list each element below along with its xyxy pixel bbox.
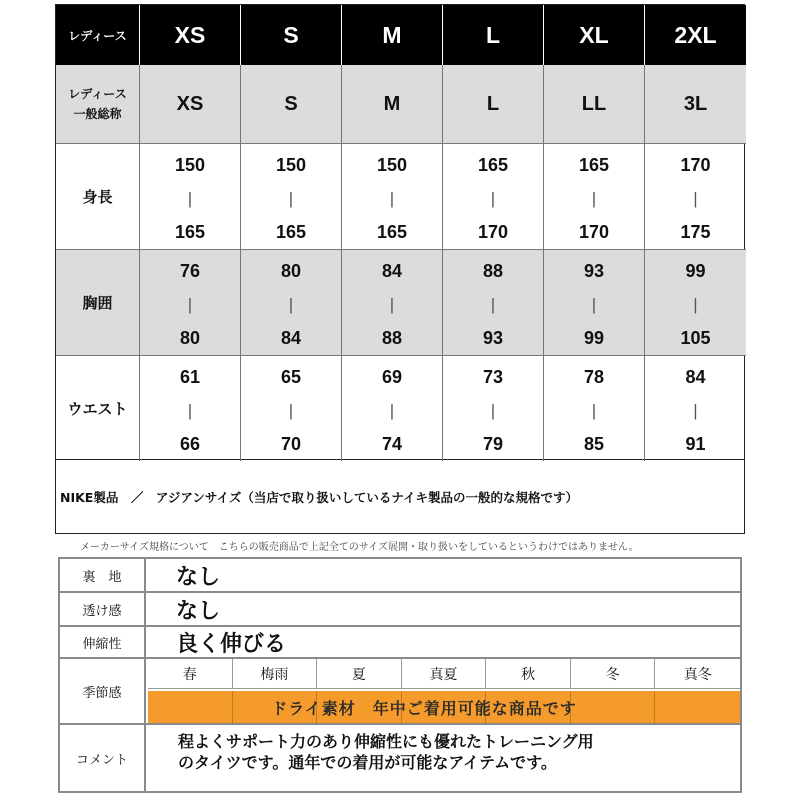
size-header-l: L	[443, 5, 544, 65]
size-note-box	[55, 460, 745, 534]
general-size-cell: LL	[544, 65, 645, 144]
range-max: 66	[179, 434, 201, 454]
range-separator: |	[288, 294, 294, 314]
range-max: 165	[275, 222, 307, 242]
range-min: 150	[174, 155, 206, 175]
season-summer: 夏	[317, 659, 402, 689]
height-cell	[645, 144, 746, 250]
season-midwinter: 真冬	[655, 659, 740, 689]
size-note-text: NIKE製品 ／ アジアンサイズ（当店で取り扱いしているナイキ製品の一般的な規格です）	[60, 490, 578, 505]
range-min: 65	[280, 367, 302, 387]
season-grid	[148, 659, 740, 689]
chest-cell	[645, 250, 746, 356]
chest-cell	[140, 250, 241, 356]
spec-row-stretch	[60, 627, 740, 659]
waist-cell	[544, 356, 645, 461]
general-size-cell: L	[443, 65, 544, 144]
height-cell	[544, 144, 645, 250]
waist-cell	[645, 356, 746, 461]
season-bar-segment	[655, 691, 740, 723]
product-spec-table	[58, 557, 742, 793]
height-cell	[342, 144, 443, 250]
waist-cell	[443, 356, 544, 461]
range-separator: |	[591, 294, 597, 314]
range-separator: |	[490, 400, 496, 420]
season-rainy: 梅雨	[233, 659, 318, 689]
range-separator: |	[591, 188, 597, 208]
stretch-label: 伸縮性	[60, 627, 146, 657]
size-header-xs: XS	[140, 5, 241, 65]
height-label: 身長	[56, 144, 140, 250]
height-cell	[241, 144, 342, 250]
comment-line: のタイツです。通年での着用が可能なアイテムです。	[178, 753, 557, 772]
range-separator: |	[389, 400, 395, 420]
spec-row-lining	[60, 559, 740, 593]
range-max: 84	[280, 328, 302, 348]
range-max: 93	[482, 328, 504, 348]
height-cell	[443, 144, 544, 250]
range-separator: |	[187, 188, 193, 208]
range-separator: |	[288, 400, 294, 420]
range-max: 105	[680, 328, 711, 348]
lining-value: なし	[176, 564, 221, 590]
season-label: 季節感	[60, 659, 146, 723]
comment-line: 程よくサポート力のあり伸縮性にも優れたトレーニング用	[178, 732, 594, 751]
range-max: 175	[680, 222, 711, 242]
season-bar-segment	[571, 691, 656, 723]
range-min: 165	[477, 155, 509, 175]
range-separator: |	[591, 400, 597, 420]
maker-size-disclaimer: メーカーサイズ規格について こちらの販売商品で上記全てのサイズ展開・取り扱いをしているというわけではありません。	[80, 542, 639, 553]
season-range-bar	[148, 691, 740, 723]
range-min: 99	[685, 261, 706, 281]
chest-cell	[443, 250, 544, 356]
waist-cell	[342, 356, 443, 461]
spec-row-comment	[60, 725, 740, 791]
range-max: 85	[583, 434, 605, 454]
range-separator: |	[288, 188, 294, 208]
range-max: 70	[280, 434, 302, 454]
waist-cell	[241, 356, 342, 461]
range-separator: |	[389, 188, 395, 208]
range-max: 74	[381, 434, 403, 454]
range-max: 79	[482, 434, 504, 454]
general-size-label	[56, 65, 140, 144]
range-min: 84	[381, 261, 403, 281]
sheer-value: なし	[176, 598, 221, 624]
sheer-label: 透け感	[60, 593, 146, 625]
season-bar-segment	[148, 691, 233, 723]
general-size-label-line1: レディース	[68, 87, 127, 101]
size-header-2xl: 2XL	[645, 5, 746, 65]
range-separator: |	[693, 400, 698, 420]
season-midsummer: 真夏	[402, 659, 487, 689]
chest-cell	[241, 250, 342, 356]
range-separator: |	[187, 294, 193, 314]
range-max: 88	[381, 328, 403, 348]
general-size-cell: 3L	[645, 65, 746, 144]
height-cell	[140, 144, 241, 250]
general-size-cell: M	[342, 65, 443, 144]
size-header-label: レディース	[56, 5, 140, 65]
range-max: 170	[578, 222, 610, 242]
waist-cell	[140, 356, 241, 461]
range-separator: |	[693, 294, 698, 314]
range-min: 76	[179, 261, 201, 281]
range-min: 73	[482, 367, 504, 387]
size-chart-table	[55, 4, 745, 460]
range-max: 165	[376, 222, 408, 242]
chest-cell	[544, 250, 645, 356]
range-max: 165	[174, 222, 206, 242]
range-separator: |	[389, 294, 395, 314]
range-min: 80	[280, 261, 302, 281]
chest-cell	[342, 250, 443, 356]
range-max: 80	[179, 328, 201, 348]
range-min: 150	[275, 155, 307, 175]
range-min: 165	[578, 155, 610, 175]
range-max: 170	[477, 222, 509, 242]
range-separator: |	[187, 400, 193, 420]
spec-row-season	[60, 659, 740, 725]
range-min: 78	[583, 367, 605, 387]
range-min: 170	[680, 155, 711, 175]
size-header-xl: XL	[544, 5, 645, 65]
season-spring: 春	[148, 659, 233, 689]
general-size-cell: XS	[140, 65, 241, 144]
size-header-s: S	[241, 5, 342, 65]
range-min: 84	[685, 367, 706, 387]
chest-label: 胸囲	[56, 250, 140, 356]
general-size-cell: S	[241, 65, 342, 144]
stretch-value: 良く伸びる	[176, 631, 287, 657]
season-winter: 冬	[571, 659, 656, 689]
range-max: 99	[583, 328, 605, 348]
range-min: 150	[376, 155, 408, 175]
spec-row-sheer	[60, 593, 740, 627]
range-separator: |	[490, 188, 496, 208]
waist-label: ウエスト	[56, 356, 140, 461]
range-min: 69	[381, 367, 403, 387]
comment-label: コメント	[60, 725, 146, 791]
range-min: 61	[179, 367, 201, 387]
range-min: 88	[482, 261, 504, 281]
range-min: 93	[583, 261, 605, 281]
general-size-label-line2: 一般総称	[73, 107, 122, 121]
lining-label: 裏 地	[60, 559, 146, 591]
comment-text	[178, 731, 738, 773]
range-separator: |	[693, 188, 698, 208]
size-header-m: M	[342, 5, 443, 65]
season-bar-text: ドライ素材 年中ご着用可能な商品です	[271, 698, 577, 718]
season-autumn: 秋	[486, 659, 571, 689]
range-separator: |	[490, 294, 496, 314]
range-max: 91	[685, 434, 706, 454]
